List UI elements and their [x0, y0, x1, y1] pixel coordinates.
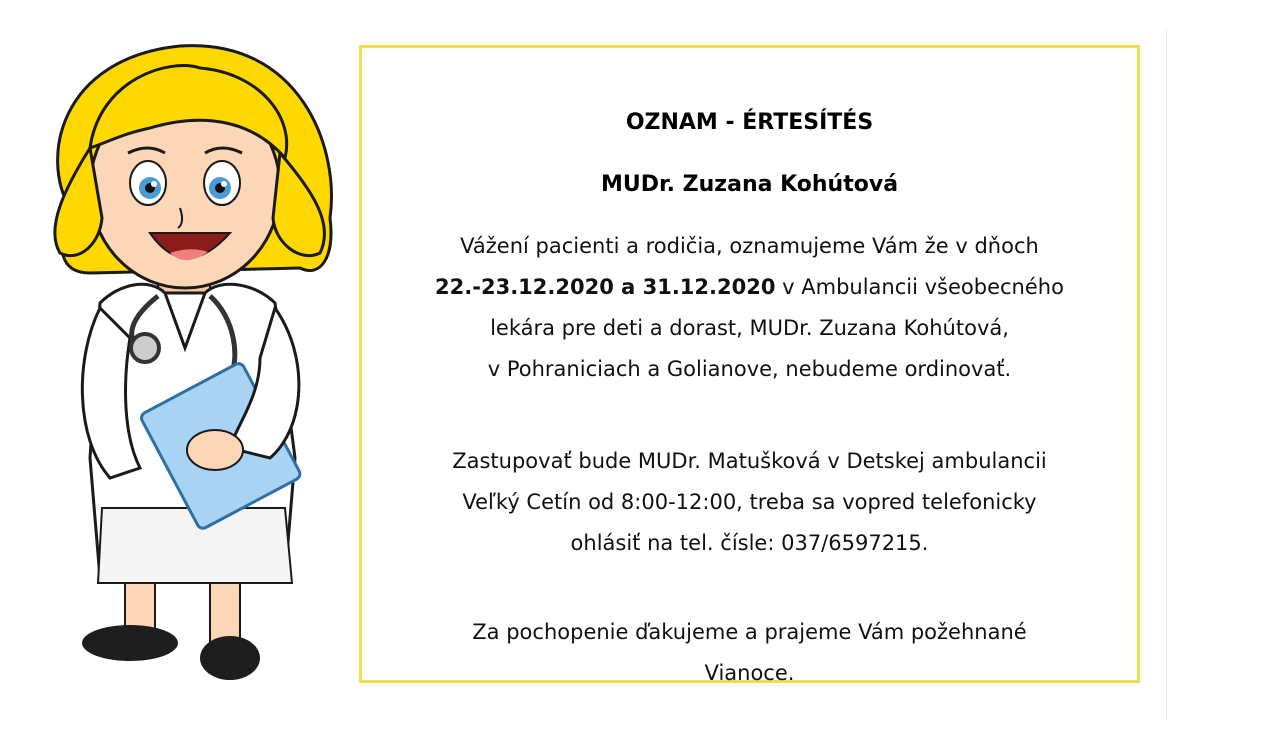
shoe-right [200, 636, 260, 680]
paragraph-closure [362, 226, 1137, 390]
paragraph2-line2: Veľký Cetín od 8:00-12:00, treba sa vopred telefonicky [462, 490, 1037, 514]
paragraph1-line4: v Pohraniciach a Golianove, nebudeme ordinovať. [487, 357, 1012, 381]
paragraph2-line3: ohlásiť na tel. čísle: 037/6597215. [570, 531, 929, 555]
divider [1166, 30, 1167, 720]
notice-title: OZNAM - ÉRTESÍTÉS [625, 110, 874, 135]
shoe-left [82, 625, 178, 661]
paragraph2-line1: Zastupovať bude MUDr. Matušková v Detskej ambulancii [452, 449, 1047, 473]
paragraph1-line1: Vážení pacienti a rodičia, oznamujeme Vám že v dňoch [460, 234, 1039, 258]
paragraph1-line3: lekára pre deti a dorast, MUDr. Zuzana Kohútová, [490, 316, 1009, 340]
paragraph1-line2 [362, 267, 1137, 308]
doctor-name: MUDr. Zuzana Kohútová [600, 172, 899, 197]
paragraph-substitute [362, 441, 1137, 564]
paragraph1-line2-rest: v Ambulancii všeobecného [775, 275, 1064, 299]
closure-dates: 22.-23.12.2020 a 31.12.2020 [435, 275, 776, 299]
doctor-illustration [30, 38, 340, 688]
paragraph3-line2: Vianoce. [704, 661, 795, 685]
paragraph-greeting [362, 612, 1137, 694]
paragraph3-line1: Za pochopenie ďakujeme a prajeme Vám požehnané [472, 620, 1027, 644]
notice-box [359, 45, 1140, 683]
